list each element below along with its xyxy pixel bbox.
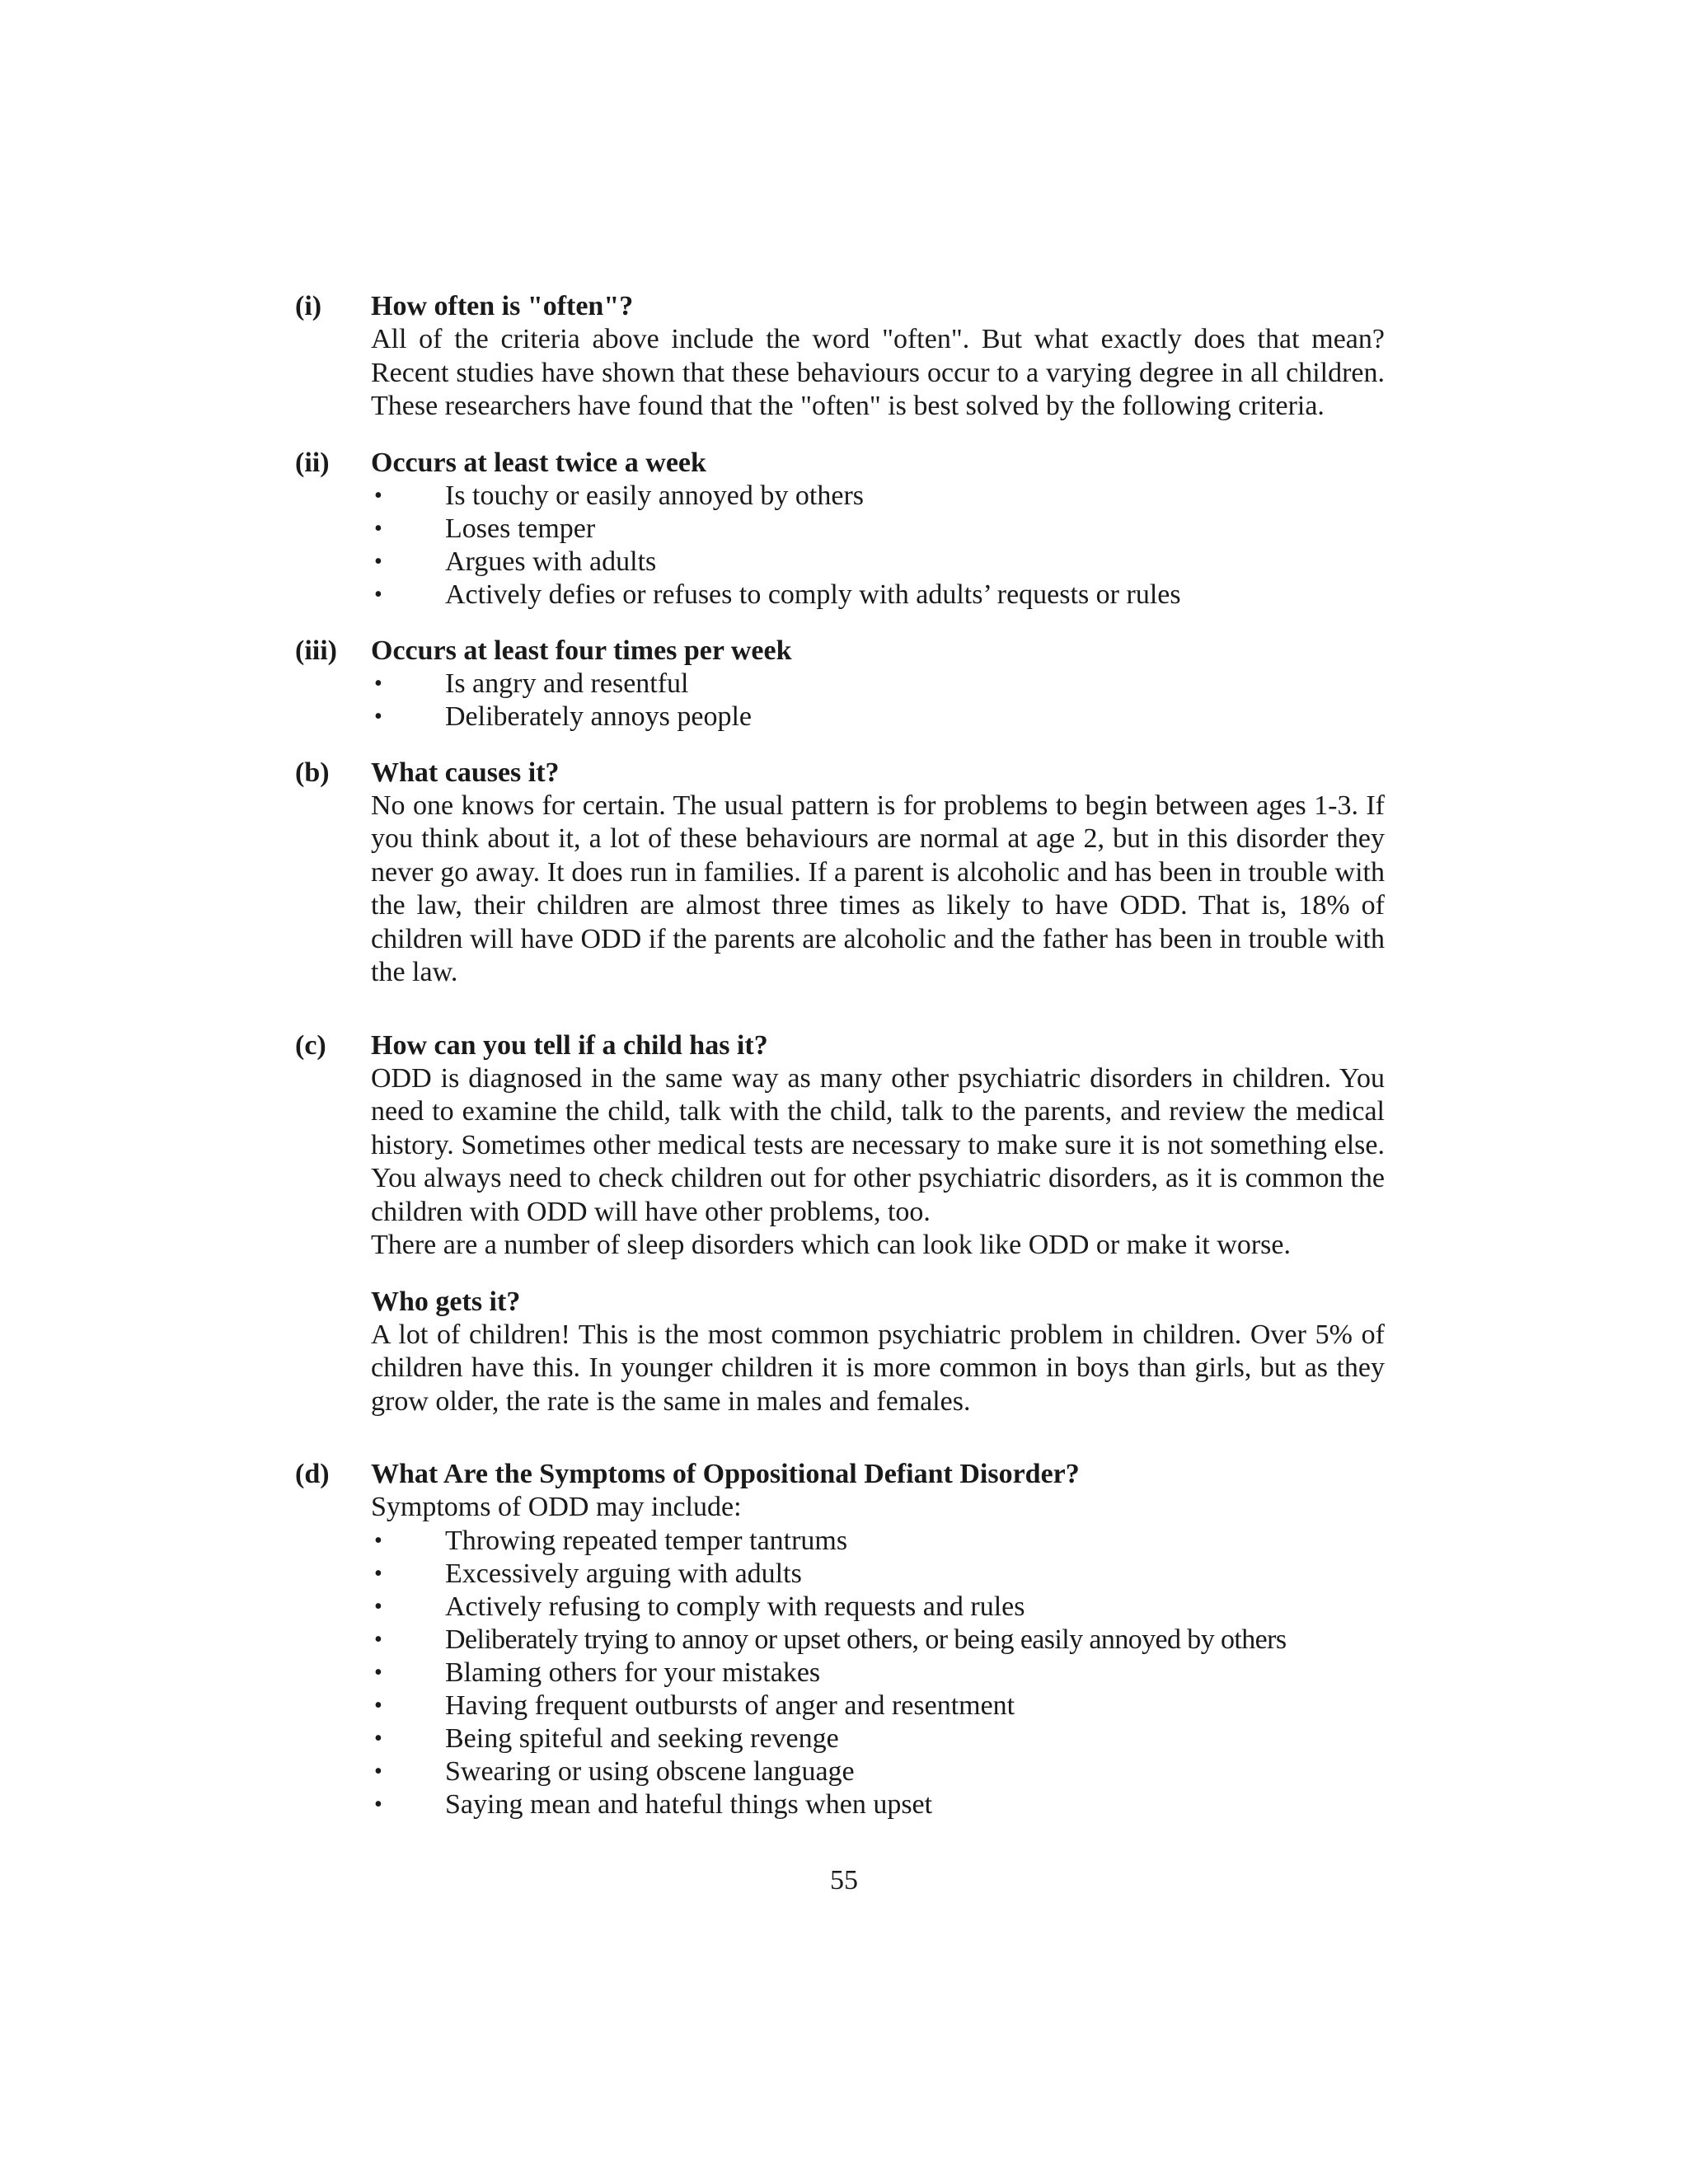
bullet-icon: • (374, 1527, 382, 1554)
list-item (371, 579, 1385, 612)
list-item-text: Actively defies or refuses to comply with adults’ requests or rules (445, 579, 1181, 610)
section-intro: Symptoms of ODD may include: (371, 1492, 742, 1522)
section-marker: (d) (295, 1459, 330, 1489)
bullet-icon: • (374, 1758, 382, 1784)
bullet-icon: • (374, 1593, 382, 1619)
list-item (371, 1558, 1385, 1591)
section-heading: What Are the Symptoms of Oppositional Defiant Disorder? (371, 1459, 1080, 1489)
bullet-icon: • (374, 1692, 382, 1718)
section-body (371, 447, 1385, 612)
bullet-icon: • (374, 703, 382, 729)
list-item (371, 1591, 1385, 1624)
section-heading: How often is "often"? (371, 291, 634, 321)
list-item-text: Throwing repeated temper tantrums (445, 1525, 848, 1556)
bullet-icon: • (374, 515, 382, 541)
list-item-text: Argues with adults (445, 546, 657, 577)
page-number: 55 (830, 1865, 858, 1896)
section-twice-a-week (295, 447, 1385, 612)
list-item (371, 546, 1385, 579)
section-marker: (c) (295, 1029, 326, 1061)
section-body (371, 290, 1385, 424)
bullet-icon: • (374, 1560, 382, 1586)
section-heading: Occurs at least twice a week (371, 447, 706, 478)
bullet-icon: • (374, 670, 382, 696)
section-body (371, 1029, 1385, 1419)
list-item (371, 1755, 1385, 1788)
list-item (371, 1624, 1385, 1657)
subsection-heading: Who gets it? (371, 1286, 521, 1317)
subsection-paragraph: A lot of children! This is the most common psychiatric problem in children. Over 5% of children have this. In younger children it is more common in boys than girls, but as they grow older, the rate is the same in males and females. (371, 1319, 1385, 1417)
section-symptoms (295, 1458, 1385, 1821)
section-marker: (i) (295, 291, 322, 321)
list-item-text: Being spiteful and seeking revenge (445, 1722, 839, 1754)
list-item-text: Actively refusing to comply with requests and rules (445, 1591, 1025, 1622)
bullet-icon: • (374, 581, 382, 607)
bullet-icon: • (374, 1791, 382, 1817)
section-what-causes-it (295, 757, 1385, 990)
section-how-often (295, 290, 1385, 424)
section-paragraph-2: There are a number of sleep disorders which can look like ODD or make it worse. (371, 1230, 1291, 1260)
list-item-text: Deliberately annoys people (445, 701, 752, 732)
list-item (371, 1722, 1385, 1755)
list-item (371, 480, 1385, 513)
section-marker: (iii) (295, 635, 337, 666)
list-item-text: Blaming others for your mistakes (445, 1657, 821, 1688)
list-item (371, 668, 1385, 701)
list-item-text: Loses temper (445, 513, 596, 544)
list-item-text: Deliberately trying to annoy or upset others, or being easily annoyed by others (445, 1624, 1287, 1655)
list-item-text: Having frequent outbursts of anger and resentment (445, 1690, 1015, 1721)
bullet-icon: • (374, 1725, 382, 1751)
section-body (371, 757, 1385, 990)
list-item (371, 1788, 1385, 1821)
section-heading: What causes it? (371, 757, 560, 788)
bullet-icon: • (374, 1659, 382, 1685)
section-body (371, 635, 1385, 733)
section-heading: Occurs at least four times per week (371, 635, 792, 666)
list-item-text: Saying mean and hateful things when upset (445, 1788, 933, 1820)
bullet-list (371, 1525, 1385, 1821)
section-marker: (b) (295, 757, 330, 788)
section-how-to-tell (295, 1029, 1385, 1419)
list-item (371, 1690, 1385, 1722)
bullet-list (371, 668, 1385, 733)
section-body (371, 1458, 1385, 1821)
section-four-times-a-week (295, 635, 1385, 733)
section-paragraph: All of the criteria above include the word "often". But what exactly does that mean? Recent studies have shown that these behaviours occur to a varying degree in all children. These researchers have found that the "often" is best solved by the following criteria. (371, 324, 1385, 421)
list-item-text: Excessively arguing with adults (445, 1558, 802, 1589)
list-item-text: Is angry and resentful (445, 668, 689, 699)
bullet-icon: • (374, 482, 382, 509)
section-heading: How can you tell if a child has it? (371, 1029, 768, 1061)
list-item (371, 513, 1385, 546)
section-marker: (ii) (295, 447, 330, 478)
bullet-list (371, 480, 1385, 612)
list-item-text: Swearing or using obscene language (445, 1755, 855, 1787)
list-item (371, 1657, 1385, 1690)
section-paragraph: No one knows for certain. The usual pattern is for problems to begin between ages 1-3. If you think about it, a lot of these behaviours are normal at age 2, but in this disorder they never go away. It does run in families. If a parent is alcoholic and has been in trouble with the law, their children are almost three times as likely to have ODD. That is, 18% of children will have ODD if the parents are alcoholic and the father has been in trouble with the law. (371, 790, 1385, 987)
page-content (295, 290, 1385, 1821)
list-item-text: Is touchy or easily annoyed by others (445, 480, 864, 511)
bullet-icon: • (374, 548, 382, 574)
bullet-icon: • (374, 1626, 382, 1652)
list-item (371, 1525, 1385, 1558)
section-paragraph: ODD is diagnosed in the same way as many other psychiatric disorders in children. You need to examine the child, talk with the child, talk to the parents, and review the medical history. Sometimes other medical tests are necessary to make sure it is not something else. You always need to check children out for other psychiatric disorders, as it is common the children with ODD will have other problems, too. (371, 1062, 1385, 1227)
list-item (371, 701, 1385, 733)
